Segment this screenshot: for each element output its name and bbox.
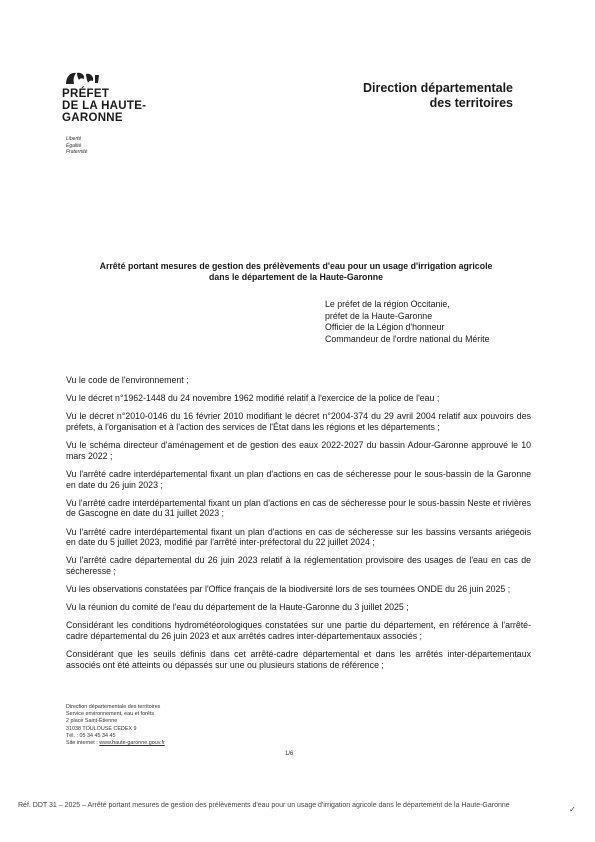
visa-paragraph: Vu l'arrêté cadre départemental du 26 juin 2023 relatif à la réglementation provisoire des usages de l'eau en cas de sécheresse ; xyxy=(66,555,531,576)
authority-line: Commandeur de l'ordre national du Mérite xyxy=(325,333,490,344)
issuing-authority xyxy=(325,299,565,345)
website-link[interactable]: www.haute-garonne.gouv.fr xyxy=(99,740,165,747)
address-line: 2 place Saint-Étienne xyxy=(66,718,118,725)
considerant-paragraph: Considérant que les seuils définis dans cet arrêté-cadre départemental et dans les arrêtés inter-départementaux associés ont été atteints ou dépassés sur une ou plusieurs stations de référence ; xyxy=(66,649,531,670)
visa-paragraph: Vu l'arrêté cadre interdépartemental fixant un plan d'actions en cas de sécheresse pour le sous-bassin Neste et rivières de Gascogne en date du 31 juillet 2023 ; xyxy=(66,497,531,519)
visa-paragraph: Vu le décret n°2010-0146 du 16 février 2010 modifiant le décret n°2004-374 du 29 avril 2004 relatif aux pouvoirs des préfets, à l'organisation et à l'action des services de l'État dans les régions et les départements ; xyxy=(66,411,531,432)
considerant-paragraph: Considérant les conditions hydrométéorologiques constatées sur une partie du département, en référence à l'arrêté-cadre départemental du 26 juin 2023 et aux arrêtés cadres inter-départementaux associés ; xyxy=(66,620,531,642)
visa-paragraph: Vu la réunion du comité de l'eau du département de la Haute-Garonne du 3 juillet 2025 ; xyxy=(66,602,409,613)
logo-line: DE LA HAUTE- xyxy=(62,100,147,112)
logo-line: PRÉFET xyxy=(62,88,110,100)
motto-line: Fraternité xyxy=(66,149,88,155)
footer-address xyxy=(66,704,266,747)
visa-paragraph: Vu le schéma directeur d'aménagement et de gestion des eaux 2022-2027 du bassin Adour-Garonne approuvé le 10 mars 2022 ; xyxy=(66,440,531,461)
authority-line: Officier de la Légion d'honneur xyxy=(325,322,445,332)
document-reference: Réf. DDT 31 – 2025 – Arrêté portant mesures de gestion des prélèvements d'eau pour un usage d'irrigation agricole dans le département de la Haute-Garonne xyxy=(18,802,510,809)
visa-paragraph: Vu l'arrêté cadre interdépartemental fixant un plan d'actions en cas de sécheresse pour le sous-bassin de la Garonne en date du 26 juin 2023 ; xyxy=(66,468,531,490)
title-line: Arrêté portant mesures de gestion des prélèvements d'eau pour un usage d'irrigation agricole xyxy=(99,261,493,271)
address-line: Direction départementale des territoires xyxy=(66,704,161,710)
prefet-logo-wordmark xyxy=(62,88,157,124)
corner-check-mark: ✓ xyxy=(569,805,576,814)
republic-motto xyxy=(66,136,87,156)
page-number: 1/6 xyxy=(285,751,294,757)
document-body xyxy=(66,375,531,678)
visa-paragraph: Vu l'arrêté cadre interdépartemental fixant un plan d'actions en cas de sécheresse sur les bassins versants ariégeois en date du 5 juillet 2023, modifié par l'arrêté inter-préfectoral du 22 juillet 2024 ; xyxy=(66,526,531,548)
marianne-emblem-icon xyxy=(62,70,102,86)
website-line xyxy=(66,740,266,747)
motto-line: Liberté xyxy=(66,136,82,142)
logo-line: GARONNE xyxy=(62,112,123,124)
motto-line: Égalité xyxy=(66,142,82,149)
visa-paragraph: Vu les observations constatées par l'Office français de la biodiversité lors de ses tournées ONDE du 26 juin 2025 ; xyxy=(66,584,511,595)
website-label: Site internet : xyxy=(66,740,100,747)
document-title xyxy=(56,261,536,283)
visa-paragraph: Vu le code de l'environnement ; xyxy=(66,375,189,385)
issuing-department xyxy=(293,81,513,111)
authority-line: Le préfet de la région Occitanie, xyxy=(325,299,450,309)
department-line: des territoires xyxy=(429,96,513,110)
address-line: Tél. : 05 34 45 34 45 xyxy=(66,732,116,739)
address-line: Service environnement, eau et forêts xyxy=(66,711,155,718)
authority-line: préfet de la Haute-Garonne xyxy=(325,310,433,321)
title-line: dans le département de la Haute-Garonne xyxy=(208,272,384,282)
visa-paragraph: Vu le décret n°1962-1448 du 24 novembre 1962 modifié relatif à l'exercice de la police de l'eau ; xyxy=(66,393,440,404)
department-line: Direction départementale xyxy=(362,81,513,95)
address-line: 31038 TOULOUSE CEDEX 9 xyxy=(66,725,137,732)
